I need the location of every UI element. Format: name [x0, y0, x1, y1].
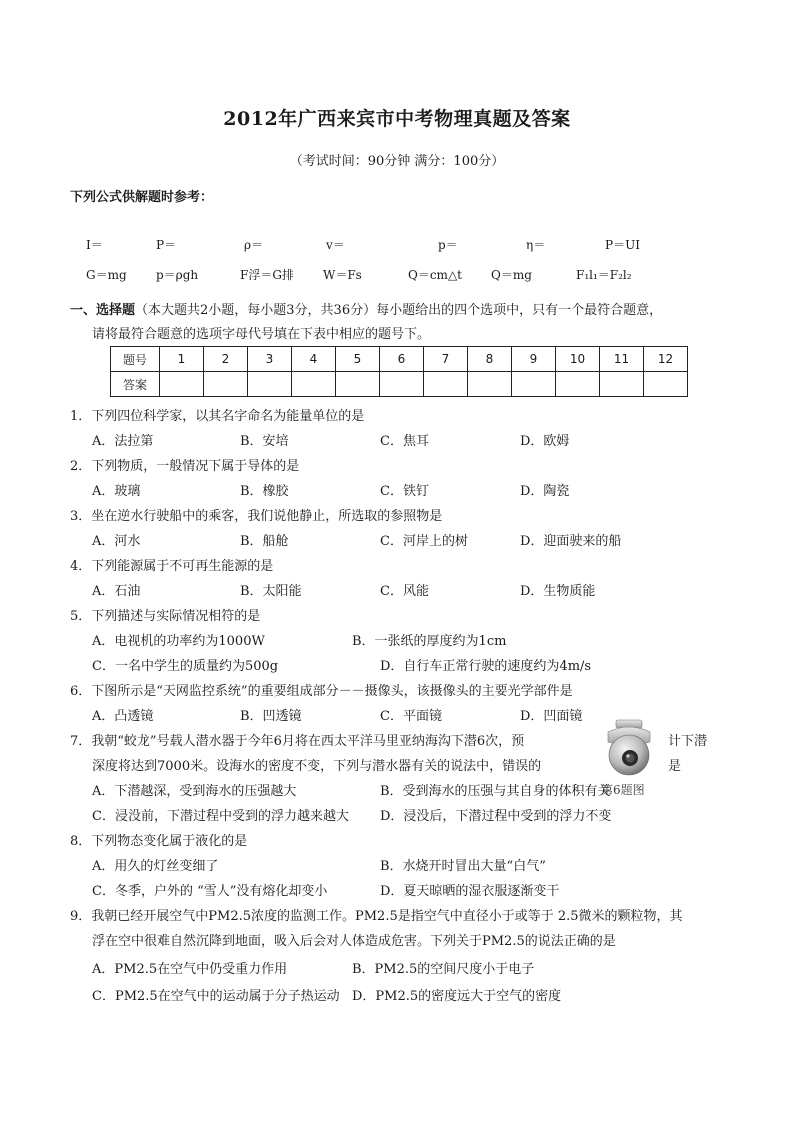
question-number: 6: [380, 347, 424, 372]
option: C．PM2.5在空气中的运动属于分子热运动: [92, 989, 340, 1004]
option: A．电视机的功率约为1000W: [92, 634, 265, 649]
question-number: 10: [556, 347, 600, 372]
option: C．冬季，户外的 “雪人”没有熔化却变小: [92, 884, 328, 899]
option: C．平面镜: [380, 709, 442, 724]
section-instructions-line2: 请将最符合题意的选项字母代号填在下表中相应的题号下。: [92, 327, 431, 342]
option: A．下潜越深，受到海水的压强越大: [92, 784, 297, 799]
answer-cell[interactable]: [204, 372, 248, 397]
formula: Q＝cm△t: [408, 268, 462, 282]
option: D．浸没后，下潜过程中受到的浮力不变: [380, 809, 612, 824]
option: B．橡胶: [240, 484, 289, 499]
answer-cell[interactable]: [644, 372, 688, 397]
table-row: [111, 347, 688, 372]
formula: P＝: [156, 238, 177, 252]
formula: G＝mg: [86, 268, 127, 282]
question-number: 8: [468, 347, 512, 372]
formula: W＝Fs: [323, 268, 362, 282]
option: D．PM2.5的密度远大于空气的密度: [352, 989, 562, 1004]
table-header: 题号: [111, 347, 160, 372]
option: C．河岸上的树: [380, 534, 468, 549]
option: D．欧姆: [520, 434, 570, 449]
exam-info: （考试时间：90分钟 满分：100分）: [289, 154, 505, 169]
option: A．凸透镜: [92, 709, 154, 724]
answer-cell[interactable]: [336, 372, 380, 397]
option: B．水烧开时冒出大量“白气”: [380, 859, 546, 874]
option: C．风能: [380, 584, 429, 599]
option: B．一张纸的厚度约为1cm: [352, 634, 507, 649]
option: B．安培: [240, 434, 289, 449]
answer-cell[interactable]: [512, 372, 556, 397]
formula: p＝: [438, 238, 458, 252]
answer-cell[interactable]: [556, 372, 600, 397]
option: B．受到海水的压强与其自身的体积有关: [380, 784, 611, 799]
question-number: 1: [160, 347, 204, 372]
question-stem: 浮在空中很难自然沉降到地面，吸入后会对人体造成危害。下列关于PM2.5的说法正确的是: [92, 934, 616, 949]
option: A．法拉第: [92, 434, 154, 449]
option: C．铁钉: [380, 484, 429, 499]
option: B．PM2.5的空间尺度小于电子: [352, 962, 535, 977]
question-stem-continued: 是: [668, 759, 682, 774]
security-camera-image: [598, 718, 660, 780]
question-number: 2: [204, 347, 248, 372]
section-instructions: （本大题共2小题，每小题3分，共36分）每小题给出的四个选项中，只有一个最符合题意，: [135, 303, 663, 318]
answer-table: [110, 346, 688, 397]
question-stem-continued: 计下潜: [668, 734, 708, 749]
option: D．迎面驶来的船: [520, 534, 622, 549]
option: A．PM2.5在空气中仍受重力作用: [92, 962, 288, 977]
section-title: 一、选择题: [70, 303, 136, 318]
section-heading: [70, 299, 662, 318]
answer-cell[interactable]: [160, 372, 204, 397]
option: D．生物质能: [520, 584, 596, 599]
option: A．用久的灯丝变细了: [92, 859, 219, 874]
formula: P＝UI: [605, 238, 640, 252]
option: A．河水: [92, 534, 141, 549]
question-number: 9: [512, 347, 556, 372]
formula: F₁l₁＝F₂l₂: [576, 268, 632, 282]
question-stem: 4．下列能源属于不可再生能源的是: [70, 559, 274, 574]
formula: F浮＝G排: [240, 268, 294, 282]
option: A．石油: [92, 584, 141, 599]
formula: v＝: [326, 238, 345, 252]
question-number: 5: [336, 347, 380, 372]
table-header: 答案: [111, 372, 160, 397]
question-number: 12: [644, 347, 688, 372]
option: C．一名中学生的质量约为500g: [92, 659, 279, 674]
question-stem: 5．下列描述与实际情况相符的是: [70, 609, 261, 624]
page-title: 2012年广西来宾市中考物理真题及答案: [223, 108, 571, 130]
option: B．船舱: [240, 534, 289, 549]
question-stem: 7．我朝“蛟龙”号载人潜水器于今年6月将在西太平洋马里亚纳海沟下潜6次，预: [70, 734, 525, 749]
option: B．凹透镜: [240, 709, 302, 724]
formula: p＝ρgh: [156, 268, 199, 282]
option: D．夏天晾晒的湿衣服逐渐变干: [380, 884, 560, 899]
formula: η＝: [526, 238, 546, 252]
figure-caption: 第6题图: [601, 783, 645, 797]
option: B．太阳能: [240, 584, 302, 599]
question-stem: 2．下列物质，一般情况下属于导体的是: [70, 459, 300, 474]
question-stem: 深度将达到7000米。设海水的密度不变，下列与潜水器有关的说法中，错误的: [92, 759, 542, 774]
formula: ρ＝: [244, 238, 264, 252]
formula-intro: 下列公式供解题时参考：: [70, 190, 214, 205]
answer-cell[interactable]: [292, 372, 336, 397]
question-number: 11: [600, 347, 644, 372]
option: C．浸没前，下潜过程中受到的浮力越来越大: [92, 809, 349, 824]
question-stem: 1．下列四位科学家，以其名字命名为能量单位的是: [70, 409, 365, 424]
question-number: 3: [248, 347, 292, 372]
question-stem: 6．下图所示是“天网监控系统”的重要组成部分－－摄像头，该摄像头的主要光学部件是: [70, 684, 573, 699]
question-stem: 9．我朝已经开展空气中PM2.5浓度的监测工作。PM2.5是指空气中直径小于或等于 2.5微米的颗粒物，其: [70, 909, 683, 924]
option: D．陶瓷: [520, 484, 570, 499]
question-stem: 8．下列物态变化属于液化的是: [70, 834, 248, 849]
answer-cell[interactable]: [600, 372, 644, 397]
answer-cell[interactable]: [380, 372, 424, 397]
question-stem: 3．坐在逆水行驶船中的乘客，我们说他静止，所选取的参照物是: [70, 509, 443, 524]
question-number: 4: [292, 347, 336, 372]
option: D．凹面镜: [520, 709, 583, 724]
formula: Q＝mg: [491, 268, 532, 282]
answer-cell[interactable]: [468, 372, 512, 397]
question-number: 7: [424, 347, 468, 372]
answer-cell[interactable]: [248, 372, 292, 397]
formula: I＝: [86, 238, 103, 252]
option: D．自行车正常行驶的速度约为4m/s: [380, 659, 592, 674]
table-row: [111, 372, 688, 397]
answer-cell[interactable]: [424, 372, 468, 397]
option: A．玻璃: [92, 484, 141, 499]
option: C．焦耳: [380, 434, 429, 449]
